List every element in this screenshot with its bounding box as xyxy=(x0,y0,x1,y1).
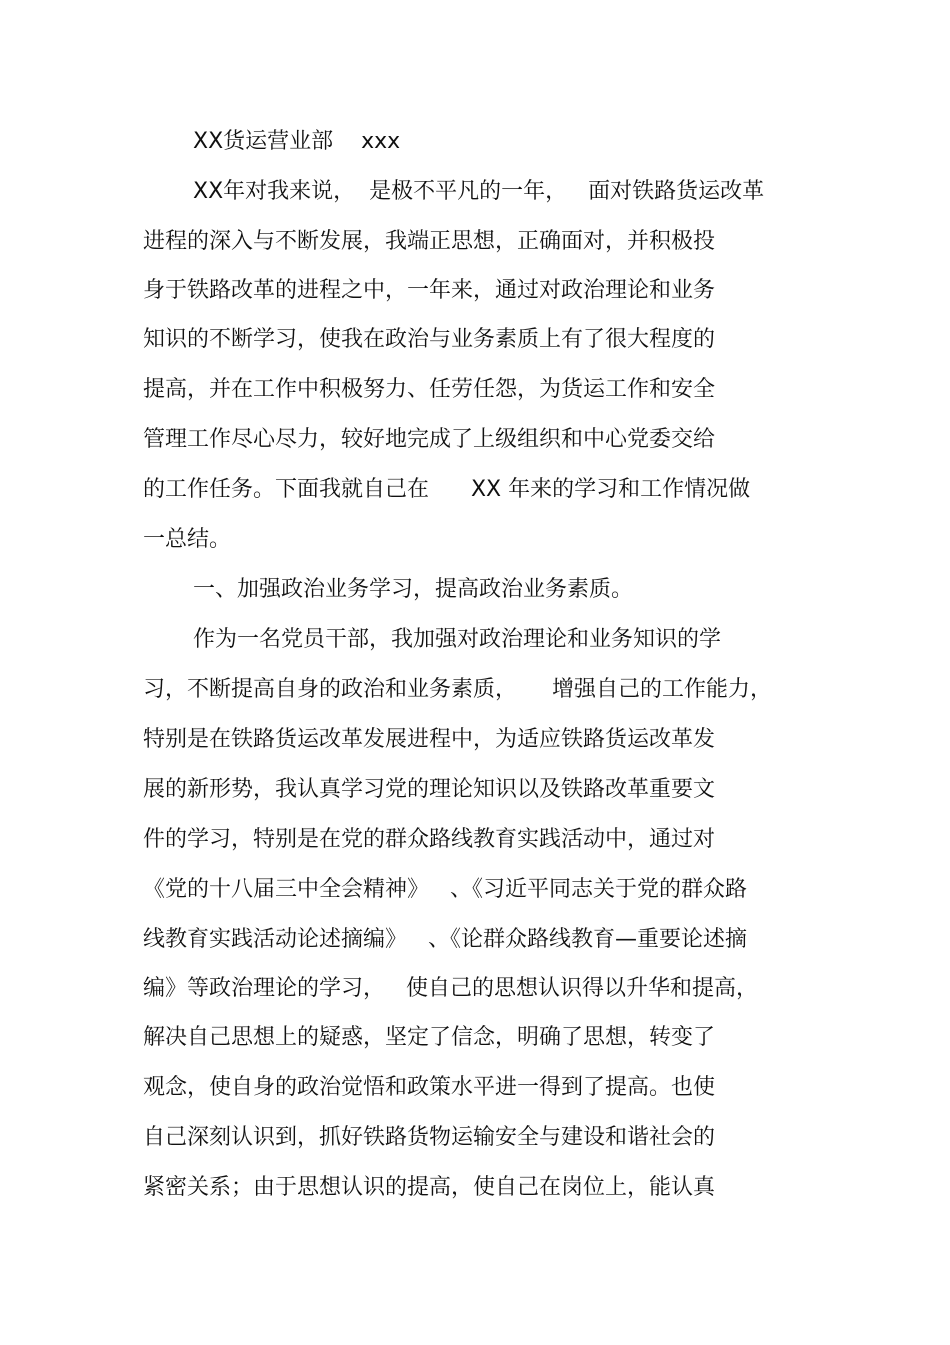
section-heading: 一、加强政治业务学习，提高政治业务素质。 xyxy=(193,577,634,602)
paragraph-line: 习，不断提高自身的政治和业务素质， 增强自己的工作能力， xyxy=(143,677,772,702)
paragraph-line: 作为一名党员干部，我加强对政治理论和业务知识的学 xyxy=(193,627,722,652)
paragraph-line: 《党的十八届三中全会精神》 、《习近平同志关于党的群众路 xyxy=(143,877,747,902)
paragraph-line: 管理工作尽心尽力，较好地完成了上级组织和中心党委交给 xyxy=(143,427,716,452)
paragraph-line: 进程的深入与不断发展，我端正思想，正确面对，并积极投 xyxy=(143,229,716,254)
paragraph-line: 知识的不断学习，使我在政治与业务素质上有了很大程度的 xyxy=(143,327,716,352)
paragraph-line: 自己深刻认识到，抓好铁路货物运输安全与建设和谐社会的 xyxy=(143,1125,716,1150)
paragraph-line: 解决自己思想上的疑惑，坚定了信念，明确了思想，转变了 xyxy=(143,1025,716,1050)
paragraph-line: 提高，并在工作中积极努力、任劳任怨，为货运工作和安全 xyxy=(143,377,716,402)
paragraph-line: XX年对我来说， 是极不平凡的一年， 面对铁路货运改革 xyxy=(193,179,765,204)
paragraph-line: 的工作任务。下面我就自己在 XX 年来的学习和工作情况做 xyxy=(143,477,751,502)
paragraph-line: 线教育实践活动论述摘编》 、《论群众路线教育—重要论述摘 xyxy=(143,927,747,952)
paragraph-line: 展的新形势，我认真学习党的理论知识以及铁路改革重要文 xyxy=(143,777,716,802)
paragraph-line: 身于铁路改革的进程之中，一年来，通过对政治理论和业务 xyxy=(143,278,716,303)
paragraph-line: 件的学习，特别是在党的群众路线教育实践活动中，通过对 xyxy=(143,827,716,852)
paragraph-line: 编》等政治理论的学习， 使自己的思想认识得以升华和提高， xyxy=(143,976,758,1001)
paragraph-line: 观念，使自身的政治觉悟和政策水平进一得到了提高。也使 xyxy=(143,1075,716,1100)
author-line: XX货运营业部 xxx xyxy=(193,129,401,154)
paragraph-line: 特别是在铁路货运改革发展进程中，为适应铁路货运改革发 xyxy=(143,727,716,752)
paragraph-line: 一总结。 xyxy=(143,527,232,552)
paragraph-line: 紧密关系；由于思想认识的提高，使自己在岗位上，能认真 xyxy=(143,1175,716,1200)
